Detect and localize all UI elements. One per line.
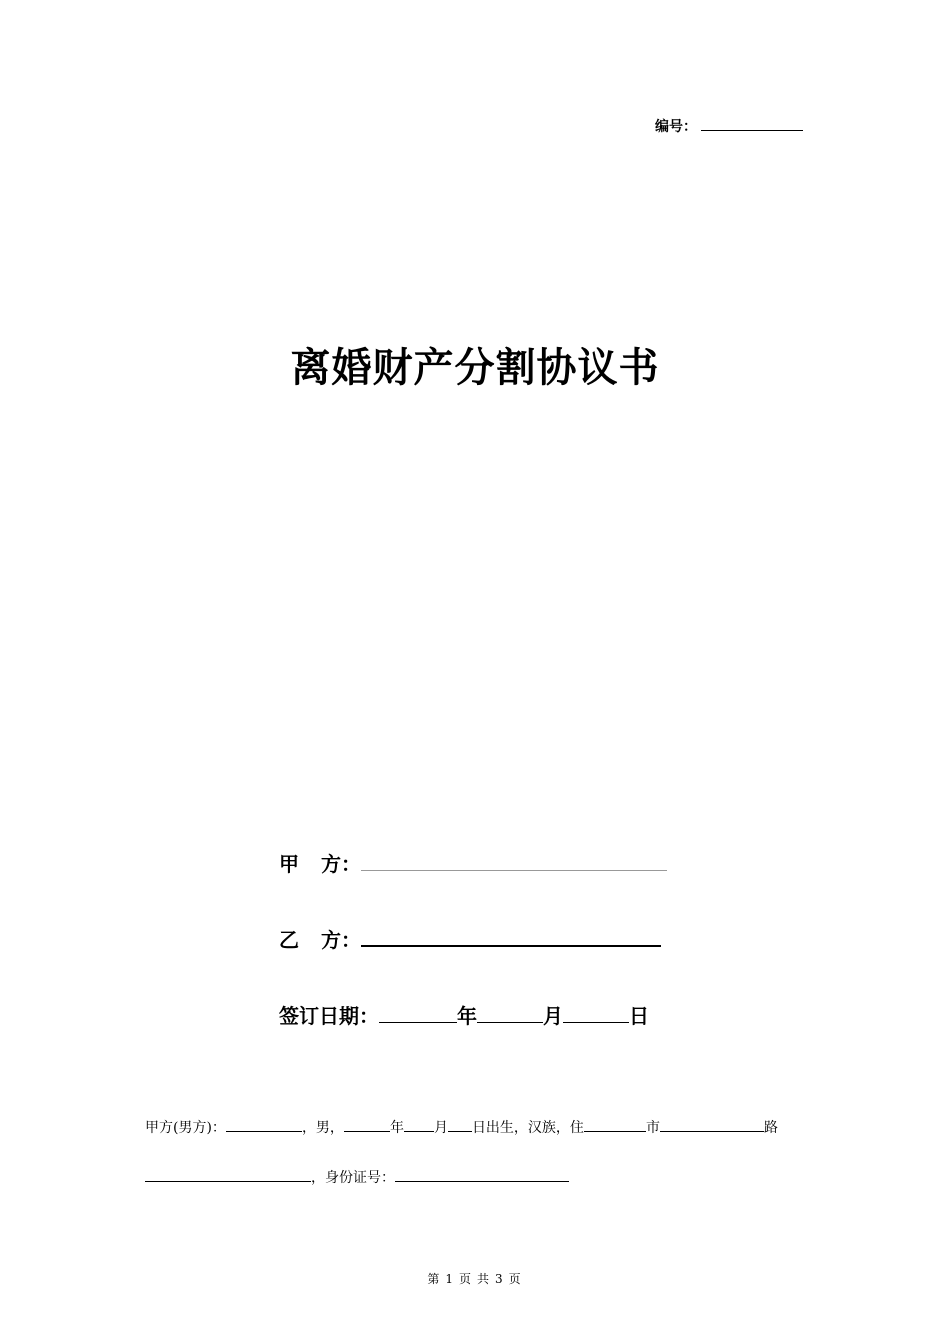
- party-b-label: 乙: [279, 928, 299, 952]
- party-a-name-blank[interactable]: [226, 1117, 302, 1132]
- party-a-info-line: [145, 1117, 778, 1137]
- sign-month-blank[interactable]: [477, 1002, 543, 1023]
- party-a-address-line: [145, 1167, 569, 1187]
- document-number: [655, 115, 803, 136]
- sign-day-blank[interactable]: [563, 1002, 629, 1023]
- party-a-blank[interactable]: [361, 852, 667, 871]
- footer-page-word: 页: [458, 1272, 473, 1286]
- footer-prefix: 第: [427, 1272, 442, 1286]
- birth-text: 日出生，汉族，住: [471, 1120, 584, 1136]
- birth-year-label: 年: [389, 1120, 404, 1136]
- party-a-label: 甲: [279, 852, 299, 876]
- sign-date-row: [279, 1000, 649, 1029]
- sign-month-label: 月: [543, 1004, 563, 1028]
- address-blank[interactable]: [145, 1167, 311, 1182]
- id-number-blank[interactable]: [395, 1167, 569, 1182]
- page-footer: [0, 1270, 950, 1287]
- footer-total-pages: 3: [495, 1272, 505, 1286]
- sign-date-label: 签订日期：: [279, 1004, 379, 1028]
- sign-year-label: 年: [457, 1004, 477, 1028]
- party-a-info-label: 甲方(男方)：: [145, 1120, 226, 1136]
- birth-month-label: 月: [433, 1120, 448, 1136]
- footer-current-page: 1: [445, 1272, 455, 1286]
- city-blank[interactable]: [584, 1117, 646, 1132]
- birth-year-blank[interactable]: [344, 1117, 390, 1132]
- id-number-label: ，身份证号：: [311, 1170, 395, 1186]
- road-label: 路: [763, 1120, 778, 1136]
- birth-month-blank[interactable]: [404, 1117, 434, 1132]
- party-b-row: [279, 924, 661, 953]
- party-b-blank[interactable]: [361, 925, 661, 947]
- sign-day-label: 日: [629, 1004, 649, 1028]
- sign-year-blank[interactable]: [379, 1002, 457, 1023]
- document-number-blank[interactable]: [701, 115, 803, 131]
- road-blank[interactable]: [660, 1117, 764, 1132]
- party-a-row: [279, 848, 667, 877]
- birth-day-blank[interactable]: [448, 1117, 472, 1132]
- party-a-suffix: 方：: [321, 852, 361, 876]
- party-b-suffix: 方：: [321, 928, 361, 952]
- city-label: 市: [645, 1120, 660, 1136]
- document-title: 离婚财产分割协议书: [290, 344, 660, 391]
- footer-total-word: 共: [477, 1272, 492, 1286]
- footer-suffix: 页: [508, 1272, 523, 1286]
- gender-text: ，男，: [301, 1120, 344, 1136]
- document-number-label: 编号：: [655, 119, 697, 135]
